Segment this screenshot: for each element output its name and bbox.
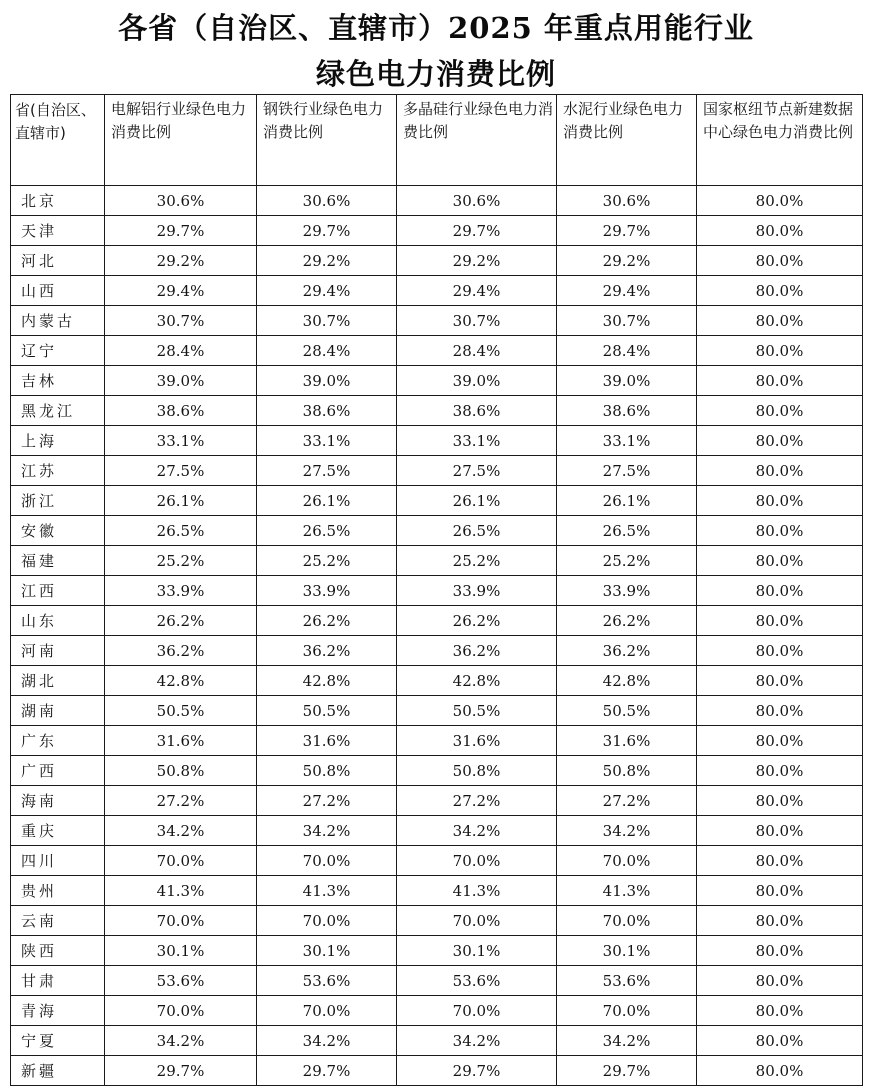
aluminum-ratio-cell: 38.6%: [105, 396, 257, 426]
province-cell: 广东: [11, 726, 105, 756]
province-cell: 北京: [11, 186, 105, 216]
steel-ratio-cell: 70.0%: [257, 996, 397, 1026]
table-row: [11, 546, 863, 576]
cement-ratio-cell: 26.5%: [557, 516, 697, 546]
steel-ratio-cell: 70.0%: [257, 846, 397, 876]
polysilicon-ratio-cell: 38.6%: [397, 396, 557, 426]
aluminum-ratio-cell: 30.1%: [105, 936, 257, 966]
province-cell: 辽宁: [11, 336, 105, 366]
aluminum-ratio-cell: 28.4%: [105, 336, 257, 366]
cement-ratio-cell: 53.6%: [557, 966, 697, 996]
cement-ratio-cell: 26.1%: [557, 486, 697, 516]
data-center-ratio-cell: 80.0%: [697, 996, 863, 1026]
polysilicon-ratio-cell: 29.2%: [397, 246, 557, 276]
aluminum-ratio-cell: 33.1%: [105, 426, 257, 456]
province-cell: 海南: [11, 786, 105, 816]
steel-ratio-cell: 50.5%: [257, 696, 397, 726]
polysilicon-ratio-cell: 50.5%: [397, 696, 557, 726]
steel-ratio-cell: 39.0%: [257, 366, 397, 396]
polysilicon-ratio-cell: 53.6%: [397, 966, 557, 996]
steel-ratio-cell: 33.1%: [257, 426, 397, 456]
page-title: 各省（自治区、直辖市）2025 年重点用能行业: [118, 11, 754, 45]
polysilicon-ratio-cell: 28.4%: [397, 336, 557, 366]
cement-ratio-cell: 33.9%: [557, 576, 697, 606]
polysilicon-ratio-cell: 31.6%: [397, 726, 557, 756]
province-cell: 宁夏: [11, 1026, 105, 1056]
table-row: [11, 216, 863, 246]
table-row: [11, 1026, 863, 1056]
aluminum-ratio-cell: 29.2%: [105, 246, 257, 276]
data-center-ratio-cell: 80.0%: [697, 456, 863, 486]
province-cell: 青海: [11, 996, 105, 1026]
aluminum-ratio-cell: 53.6%: [105, 966, 257, 996]
cement-ratio-cell: 29.4%: [557, 276, 697, 306]
steel-ratio-cell: 42.8%: [257, 666, 397, 696]
steel-ratio-cell: 27.5%: [257, 456, 397, 486]
polysilicon-ratio-cell: 30.1%: [397, 936, 557, 966]
table-row: [11, 306, 863, 336]
polysilicon-ratio-cell: 70.0%: [397, 906, 557, 936]
aluminum-ratio-cell: 41.3%: [105, 876, 257, 906]
province-cell: 广西: [11, 756, 105, 786]
cement-ratio-cell: 34.2%: [557, 1026, 697, 1056]
column-header-steel: 钢铁行业绿色电力消费比例: [257, 95, 397, 186]
cement-ratio-cell: 36.2%: [557, 636, 697, 666]
column-header-aluminum: 电解铝行业绿色电力消费比例: [105, 95, 257, 186]
cement-ratio-cell: 29.7%: [557, 216, 697, 246]
province-cell: 陕西: [11, 936, 105, 966]
data-center-ratio-cell: 80.0%: [697, 636, 863, 666]
province-cell: 河北: [11, 246, 105, 276]
table-row: [11, 966, 863, 996]
table-row: [11, 936, 863, 966]
green-power-ratio-table: [10, 94, 863, 1086]
cement-ratio-cell: 27.2%: [557, 786, 697, 816]
page-subtitle: 绿色电力消费比例: [315, 57, 556, 91]
cement-ratio-cell: 28.4%: [557, 336, 697, 366]
steel-ratio-cell: 28.4%: [257, 336, 397, 366]
table-row: [11, 756, 863, 786]
data-center-ratio-cell: 80.0%: [697, 906, 863, 936]
table-row: [11, 366, 863, 396]
polysilicon-ratio-cell: 42.8%: [397, 666, 557, 696]
aluminum-ratio-cell: 27.5%: [105, 456, 257, 486]
data-center-ratio-cell: 80.0%: [697, 1026, 863, 1056]
column-header-province: 省(自治区、直辖市): [11, 95, 105, 186]
steel-ratio-cell: 29.7%: [257, 1056, 397, 1086]
data-center-ratio-cell: 80.0%: [697, 576, 863, 606]
table-row: [11, 786, 863, 816]
aluminum-ratio-cell: 70.0%: [105, 846, 257, 876]
data-center-ratio-cell: 80.0%: [697, 936, 863, 966]
aluminum-ratio-cell: 30.6%: [105, 186, 257, 216]
column-header-polysilicon: 多晶硅行业绿色电力消费比例: [397, 95, 557, 186]
data-center-ratio-cell: 80.0%: [697, 486, 863, 516]
cement-ratio-cell: 29.2%: [557, 246, 697, 276]
polysilicon-ratio-cell: 29.4%: [397, 276, 557, 306]
data-center-ratio-cell: 80.0%: [697, 336, 863, 366]
table-row: [11, 246, 863, 276]
data-center-ratio-cell: 80.0%: [697, 186, 863, 216]
aluminum-ratio-cell: 50.8%: [105, 756, 257, 786]
aluminum-ratio-cell: 39.0%: [105, 366, 257, 396]
aluminum-ratio-cell: 27.2%: [105, 786, 257, 816]
data-center-ratio-cell: 80.0%: [697, 606, 863, 636]
data-center-ratio-cell: 80.0%: [697, 696, 863, 726]
aluminum-ratio-cell: 31.6%: [105, 726, 257, 756]
polysilicon-ratio-cell: 33.1%: [397, 426, 557, 456]
polysilicon-ratio-cell: 29.7%: [397, 1056, 557, 1086]
province-cell: 黑龙江: [11, 396, 105, 426]
province-cell: 四川: [11, 846, 105, 876]
data-center-ratio-cell: 80.0%: [697, 306, 863, 336]
province-cell: 福建: [11, 546, 105, 576]
steel-ratio-cell: 26.5%: [257, 516, 397, 546]
province-cell: 湖南: [11, 696, 105, 726]
data-center-ratio-cell: 80.0%: [697, 396, 863, 426]
aluminum-ratio-cell: 36.2%: [105, 636, 257, 666]
cement-ratio-cell: 50.8%: [557, 756, 697, 786]
aluminum-ratio-cell: 42.8%: [105, 666, 257, 696]
aluminum-ratio-cell: 26.2%: [105, 606, 257, 636]
data-center-ratio-cell: 80.0%: [697, 756, 863, 786]
steel-ratio-cell: 36.2%: [257, 636, 397, 666]
province-cell: 内蒙古: [11, 306, 105, 336]
aluminum-ratio-cell: 29.7%: [105, 1056, 257, 1086]
polysilicon-ratio-cell: 26.5%: [397, 516, 557, 546]
cement-ratio-cell: 70.0%: [557, 846, 697, 876]
cement-ratio-cell: 25.2%: [557, 546, 697, 576]
steel-ratio-cell: 70.0%: [257, 906, 397, 936]
table-row: [11, 516, 863, 546]
steel-ratio-cell: 31.6%: [257, 726, 397, 756]
steel-ratio-cell: 30.1%: [257, 936, 397, 966]
steel-ratio-cell: 26.1%: [257, 486, 397, 516]
province-cell: 江西: [11, 576, 105, 606]
cement-ratio-cell: 27.5%: [557, 456, 697, 486]
cement-ratio-cell: 33.1%: [557, 426, 697, 456]
cement-ratio-cell: 42.8%: [557, 666, 697, 696]
polysilicon-ratio-cell: 41.3%: [397, 876, 557, 906]
cement-ratio-cell: 50.5%: [557, 696, 697, 726]
steel-ratio-cell: 27.2%: [257, 786, 397, 816]
table-row: [11, 906, 863, 936]
cement-ratio-cell: 31.6%: [557, 726, 697, 756]
polysilicon-ratio-cell: 34.2%: [397, 816, 557, 846]
table-row: [11, 276, 863, 306]
cement-ratio-cell: 38.6%: [557, 396, 697, 426]
cement-ratio-cell: 70.0%: [557, 996, 697, 1026]
cement-ratio-cell: 30.1%: [557, 936, 697, 966]
table-row: [11, 336, 863, 366]
data-center-ratio-cell: 80.0%: [697, 816, 863, 846]
aluminum-ratio-cell: 30.7%: [105, 306, 257, 336]
steel-ratio-cell: 25.2%: [257, 546, 397, 576]
province-cell: 山西: [11, 276, 105, 306]
data-center-ratio-cell: 80.0%: [697, 216, 863, 246]
steel-ratio-cell: 30.7%: [257, 306, 397, 336]
province-cell: 山东: [11, 606, 105, 636]
province-cell: 上海: [11, 426, 105, 456]
aluminum-ratio-cell: 29.7%: [105, 216, 257, 246]
aluminum-ratio-cell: 70.0%: [105, 996, 257, 1026]
table-row: [11, 996, 863, 1026]
steel-ratio-cell: 26.2%: [257, 606, 397, 636]
polysilicon-ratio-cell: 27.5%: [397, 456, 557, 486]
province-cell: 江苏: [11, 456, 105, 486]
aluminum-ratio-cell: 26.1%: [105, 486, 257, 516]
province-cell: 新疆: [11, 1056, 105, 1086]
aluminum-ratio-cell: 33.9%: [105, 576, 257, 606]
polysilicon-ratio-cell: 29.7%: [397, 216, 557, 246]
steel-ratio-cell: 29.4%: [257, 276, 397, 306]
province-cell: 浙江: [11, 486, 105, 516]
province-cell: 天津: [11, 216, 105, 246]
polysilicon-ratio-cell: 70.0%: [397, 846, 557, 876]
data-center-ratio-cell: 80.0%: [697, 726, 863, 756]
polysilicon-ratio-cell: 26.1%: [397, 486, 557, 516]
table-row: [11, 396, 863, 426]
table-row: [11, 726, 863, 756]
column-header-cement: 水泥行业绿色电力消费比例: [557, 95, 697, 186]
table-row: [11, 636, 863, 666]
cement-ratio-cell: 30.7%: [557, 306, 697, 336]
polysilicon-ratio-cell: 50.8%: [397, 756, 557, 786]
province-cell: 云南: [11, 906, 105, 936]
data-center-ratio-cell: 80.0%: [697, 666, 863, 696]
steel-ratio-cell: 29.2%: [257, 246, 397, 276]
table-row: [11, 666, 863, 696]
province-cell: 吉林: [11, 366, 105, 396]
table-row: [11, 606, 863, 636]
aluminum-ratio-cell: 26.5%: [105, 516, 257, 546]
steel-ratio-cell: 34.2%: [257, 816, 397, 846]
aluminum-ratio-cell: 29.4%: [105, 276, 257, 306]
province-cell: 重庆: [11, 816, 105, 846]
province-cell: 河南: [11, 636, 105, 666]
data-center-ratio-cell: 80.0%: [697, 966, 863, 996]
data-center-ratio-cell: 80.0%: [697, 426, 863, 456]
polysilicon-ratio-cell: 33.9%: [397, 576, 557, 606]
steel-ratio-cell: 38.6%: [257, 396, 397, 426]
aluminum-ratio-cell: 50.5%: [105, 696, 257, 726]
polysilicon-ratio-cell: 27.2%: [397, 786, 557, 816]
polysilicon-ratio-cell: 39.0%: [397, 366, 557, 396]
data-center-ratio-cell: 80.0%: [697, 246, 863, 276]
polysilicon-ratio-cell: 34.2%: [397, 1026, 557, 1056]
province-cell: 湖北: [11, 666, 105, 696]
table-row: [11, 456, 863, 486]
province-cell: 安徽: [11, 516, 105, 546]
table-row: [11, 1056, 863, 1086]
column-header-data-center: 国家枢纽节点新建数据中心绿色电力消费比例: [697, 95, 863, 186]
aluminum-ratio-cell: 25.2%: [105, 546, 257, 576]
steel-ratio-cell: 30.6%: [257, 186, 397, 216]
table-row: [11, 696, 863, 726]
data-center-ratio-cell: 80.0%: [697, 846, 863, 876]
data-center-ratio-cell: 80.0%: [697, 786, 863, 816]
table-row: [11, 876, 863, 906]
data-center-ratio-cell: 80.0%: [697, 276, 863, 306]
polysilicon-ratio-cell: 30.7%: [397, 306, 557, 336]
polysilicon-ratio-cell: 26.2%: [397, 606, 557, 636]
polysilicon-ratio-cell: 30.6%: [397, 186, 557, 216]
aluminum-ratio-cell: 34.2%: [105, 816, 257, 846]
cement-ratio-cell: 29.7%: [557, 1056, 697, 1086]
table-row: [11, 846, 863, 876]
aluminum-ratio-cell: 34.2%: [105, 1026, 257, 1056]
polysilicon-ratio-cell: 25.2%: [397, 546, 557, 576]
steel-ratio-cell: 34.2%: [257, 1026, 397, 1056]
table-row: [11, 486, 863, 516]
data-center-ratio-cell: 80.0%: [697, 1056, 863, 1086]
cement-ratio-cell: 41.3%: [557, 876, 697, 906]
table-row: [11, 576, 863, 606]
data-center-ratio-cell: 80.0%: [697, 546, 863, 576]
data-center-ratio-cell: 80.0%: [697, 366, 863, 396]
steel-ratio-cell: 41.3%: [257, 876, 397, 906]
province-cell: 甘肃: [11, 966, 105, 996]
cement-ratio-cell: 26.2%: [557, 606, 697, 636]
data-center-ratio-cell: 80.0%: [697, 876, 863, 906]
steel-ratio-cell: 29.7%: [257, 216, 397, 246]
cement-ratio-cell: 30.6%: [557, 186, 697, 216]
table-row: [11, 186, 863, 216]
polysilicon-ratio-cell: 36.2%: [397, 636, 557, 666]
table-header-row: [11, 95, 863, 186]
data-center-ratio-cell: 80.0%: [697, 516, 863, 546]
steel-ratio-cell: 33.9%: [257, 576, 397, 606]
table-body: [11, 186, 863, 1086]
table-row: [11, 816, 863, 846]
cement-ratio-cell: 70.0%: [557, 906, 697, 936]
polysilicon-ratio-cell: 70.0%: [397, 996, 557, 1026]
province-cell: 贵州: [11, 876, 105, 906]
cement-ratio-cell: 34.2%: [557, 816, 697, 846]
steel-ratio-cell: 53.6%: [257, 966, 397, 996]
cement-ratio-cell: 39.0%: [557, 366, 697, 396]
aluminum-ratio-cell: 70.0%: [105, 906, 257, 936]
table-row: [11, 426, 863, 456]
steel-ratio-cell: 50.8%: [257, 756, 397, 786]
